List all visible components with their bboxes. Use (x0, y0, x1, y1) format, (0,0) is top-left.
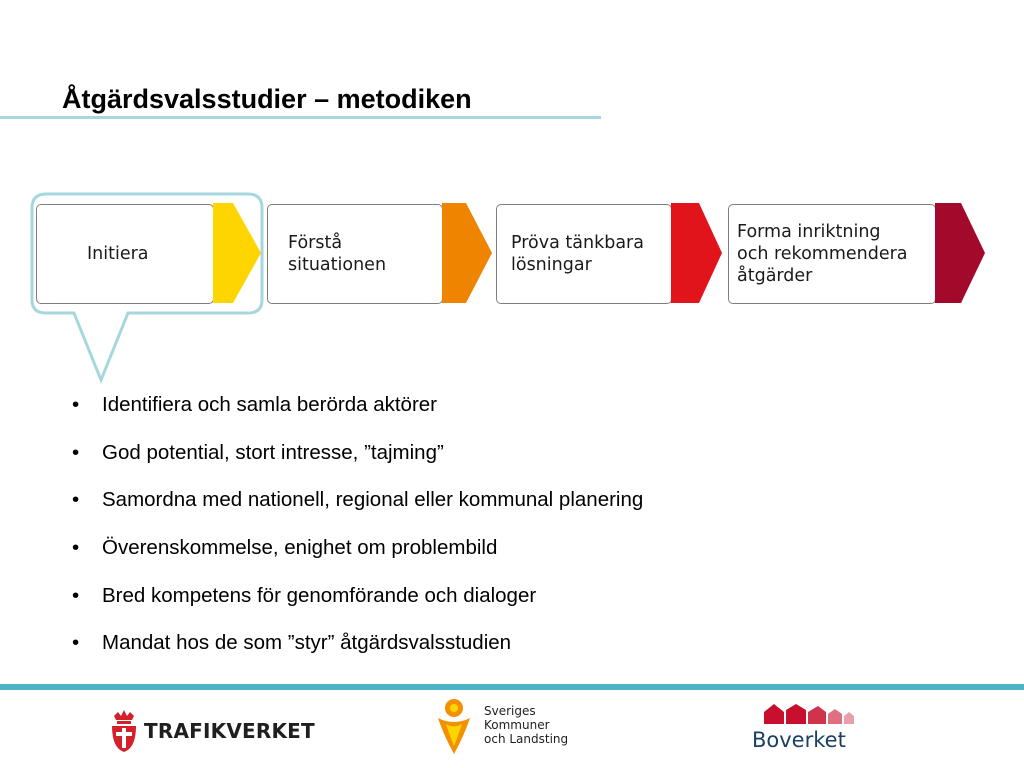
step-color-bar (442, 203, 466, 303)
bullet-icon: • (72, 536, 80, 560)
step-prova-losningar[interactable] (496, 204, 672, 304)
step-label: Forma inriktning och rekommendera åtgärder (737, 222, 908, 286)
bullet-icon: • (72, 488, 80, 512)
list-item (72, 536, 643, 584)
bullet-text: God potential, stort intresse, ”tajming” (102, 440, 444, 464)
chevron-right-icon (466, 203, 492, 303)
step-initiera[interactable] (36, 204, 214, 304)
bullet-text: Överenskommelse, enighet om problembild (102, 536, 498, 560)
step-color-bar (671, 203, 699, 303)
skl-figure-icon (434, 696, 474, 756)
bullet-icon: • (72, 393, 80, 416)
list-item (72, 393, 643, 441)
bullet-text: Identifiera och samla berörda aktörer (102, 393, 438, 416)
trafikverket-wordmark: TRAFIKVERKET (144, 719, 315, 743)
skl-line: Kommuner (484, 718, 550, 732)
step-label: Förstå situationen (288, 233, 387, 275)
list-item (72, 488, 643, 536)
skl-line: Sveriges (484, 704, 536, 718)
bullet-icon: • (72, 583, 80, 607)
bullet-text: Mandat hos de som ”styr” åtgärdsvalsstudien (102, 631, 512, 655)
bullet-text: Bred kompetens för genomförande och dialoger (102, 583, 537, 607)
list-item (72, 441, 643, 489)
skl-wordmark (484, 704, 568, 746)
slide-title: Åtgärdsvalsstudier – metodiken (62, 84, 472, 114)
skl-line: och Landsting (484, 732, 569, 746)
list-item (72, 631, 643, 679)
skl-logo (434, 696, 584, 758)
chevron-right-icon (699, 203, 722, 303)
trafikverket-logo (108, 708, 315, 756)
rooftops-icon (760, 700, 856, 726)
step-color-bar (213, 203, 233, 303)
bullet-text: Samordna med nationell, regional eller kommunal planering (102, 488, 644, 512)
step-forsta-situationen[interactable] (267, 204, 443, 304)
crown-emblem-icon (108, 710, 140, 754)
list-item (72, 584, 643, 632)
step-color-bar (935, 203, 961, 303)
bullet-icon: • (72, 440, 80, 464)
step-label: Initiera (87, 244, 149, 264)
boverket-logo (750, 700, 860, 758)
chevron-right-icon (961, 203, 985, 303)
chevron-right-icon (233, 203, 261, 303)
bullet-icon: • (72, 631, 80, 655)
step-label: Pröva tänkbara lösningar (511, 233, 644, 275)
step-forma-inriktning[interactable] (728, 204, 936, 304)
bullet-list (72, 393, 643, 679)
footer-divider (0, 684, 1024, 690)
boverket-wordmark: Boverket (752, 728, 846, 752)
